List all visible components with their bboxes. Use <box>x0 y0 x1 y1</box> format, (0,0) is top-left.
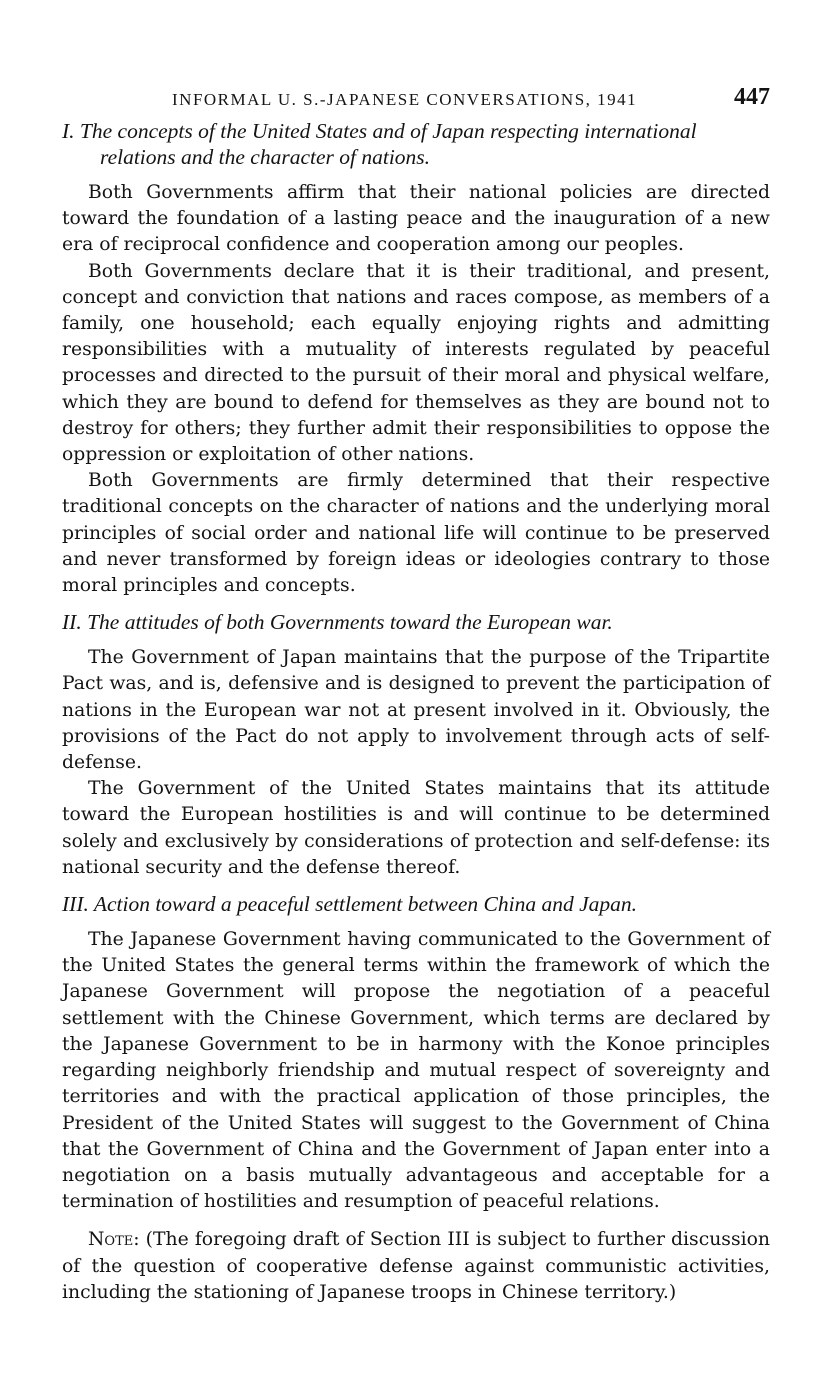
running-header <box>62 84 770 118</box>
paragraph: Both Governments are firmly determined that their respective traditional concepts on the character of nations and the underlying moral principles of social order and national life will continue to be preserved and never transformed by foreign ideas or ideologies contrary to those moral principles and concepts. <box>62 470 770 597</box>
section-2-heading: II. The attitudes of both Governments toward the European war. <box>62 610 613 635</box>
running-title: INFORMAL U. S.-JAPANESE CONVERSATIONS, 1941 <box>172 90 638 109</box>
section-1-body <box>62 180 770 599</box>
note-text: (The foregoing draft of Section III is subject to further discussion of the question of cooperative defense against communistic activities, including the stationing of Japanese troops in Chinese territory.) <box>62 1229 770 1303</box>
paragraph: Both Governments declare that it is their traditional, and present, concept and conviction that nations and races compose, as members of a family, one household; each equally enjoying rights and admitting responsibilities with a mutuality of interests regulated by peaceful processes and directed to the pursuit of their moral and physical welfare, which they are bound to defend for themselves as they are bound not to destroy for others; they further admit their responsibilities to oppose the oppression or exploitation of other nations. <box>62 260 770 466</box>
paragraph: Both Governments affirm that their national policies are directed toward the foundation of a lasting peace and the inauguration of a new era of reciprocal confidence and cooperation among our peoples. <box>62 182 770 256</box>
document-page <box>62 84 770 1306</box>
paragraph: The Japanese Government having communicated to the Government of the United States the general terms within the framework of which the Japanese Government will propose the negotiation of a peaceful settlement with the Chinese Government, which terms are declared by the Japanese Government to be in harmony with the Konoe principles regarding neighborly friendship and mutual respect of sovereignty and territories and with the practical application of those principles, the President of the United States will suggest to the Government of China that the Government of China and the Government of Japan enter into a negotiation on a basis mutually advantageous and acceptable for a termination of hostilities and resumption of peaceful relations. <box>62 929 770 1213</box>
section-3-body <box>62 927 770 1215</box>
paragraph: The Government of the United States maintains that its attitude toward the European hostilities is and will continue to be determined solely and exclusively by considerations of protection and self-defense: its national security and the defense thereof. <box>62 778 770 878</box>
section-1-heading: I. The concepts of the United States and of Japan respecting international relations and the character of nations. <box>62 119 697 169</box>
note-label: Note: <box>88 1229 140 1251</box>
paragraph: The Government of Japan maintains that the purpose of the Tripartite Pact was, and is, defensive and is designed to prevent the participation of nations in the European war not at present involved in it. Obviously, the provisions of the Pact do not apply to involvement through acts of self-defense. <box>62 647 770 774</box>
note-paragraph <box>62 1227 770 1306</box>
section-3-heading: III. Action toward a peaceful settlement between China and Japan. <box>62 892 638 917</box>
section-2-body <box>62 645 770 881</box>
page-number: 447 <box>734 84 770 110</box>
